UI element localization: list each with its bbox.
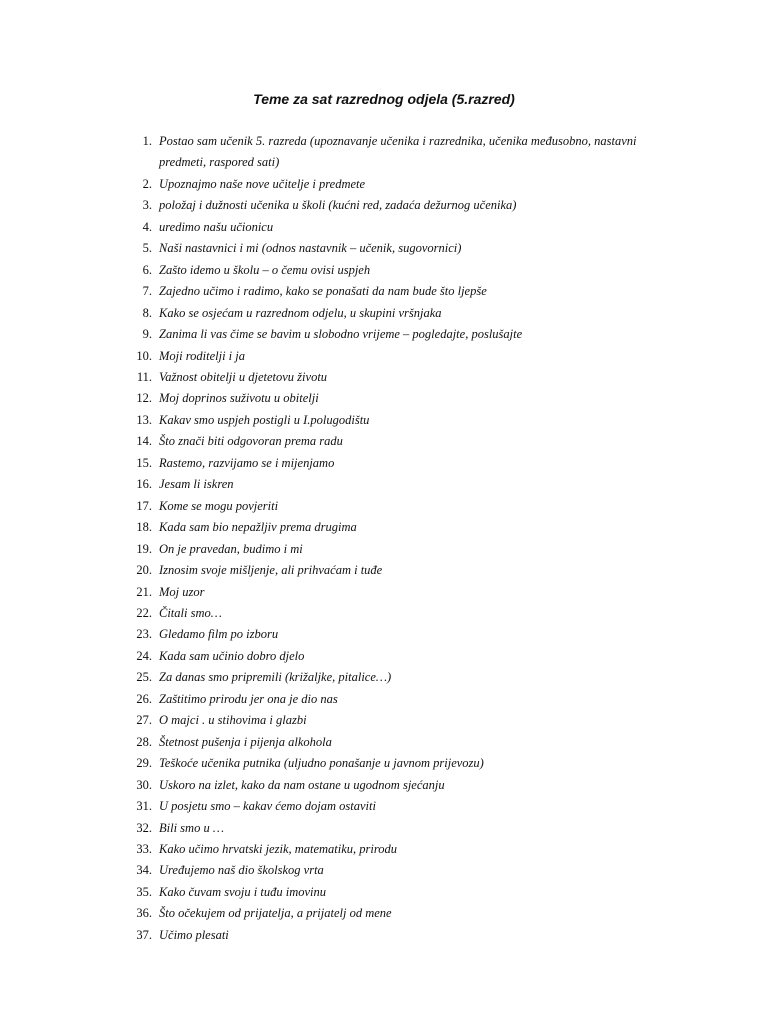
list-item [124,324,664,345]
topic-number: 27. [136,713,152,728]
topic-number: 32. [136,820,152,835]
list-item [124,582,664,603]
list-item [124,474,664,495]
topic-number: 21. [136,584,152,599]
topic-text: Zaštitimo prirodu jer ona je dio nas [159,691,338,706]
topic-number: 1. [142,134,152,148]
page-title: Teme za sat razrednog odjela (5.razred) [253,91,515,107]
topic-text: Jesam li iskren [159,477,234,492]
list-item [124,624,664,645]
topic-number: 22. [136,605,152,620]
topic-text: U posjetu smo – kakav ćemo dojam ostaviti [159,799,376,814]
topic-text: Upoznajmo naše nove učitelje i predmete [159,176,366,191]
list-item [124,839,664,860]
topic-text: Zajedno učimo i radimo, kako se ponašati da nam bude što ljepše [159,284,487,299]
topic-text: Kome se mogu povjeriti [159,498,279,513]
topic-text: Moj doprinos suživotu u obitelji [159,391,319,406]
topic-number: 3. [142,198,152,213]
topic-number: 29. [136,756,152,771]
topic-number: 7. [142,284,152,299]
topic-number: 23. [136,627,152,642]
topic-number: 13. [136,412,152,427]
topic-text: Iznosim svoje mišljenje, ali prihvaćam i tuđe [159,563,383,578]
topic-number: 25. [136,670,152,685]
list-item [124,431,664,452]
topic-text: Kakav smo uspjeh postigli u I.polugodištu [159,412,370,427]
topic-number: 9. [142,327,152,342]
topic-number: 10. [136,348,152,363]
topic-text: položaj i dužnosti učenika u školi (kućni red, zadaća dežurnog učenika) [159,198,517,213]
list-item [124,174,664,195]
topic-number: 19. [136,541,152,556]
topic-text: Kada sam učinio dobro djelo [159,648,305,663]
topic-text: Kako se osjećam u razrednom odjelu, u skupini vršnjaka [159,305,442,320]
topic-text: Učimo plesati [159,927,229,942]
topic-number: 11. [136,369,152,384]
topic-number: 8. [142,305,152,320]
topic-text: Važnost obitelji u djetetovu životu [159,369,328,384]
topic-text: Čitali smo… [159,605,222,620]
topic-text: Zanima li vas čime se bavim u slobodno vrijeme – pogledajte, poslušajte [159,327,523,342]
list-item [124,646,664,667]
topic-text: Postao sam učenik 5. razreda (upoznavanje učenika i razrednika, učenika međusobno, nastavni predmeti, raspored sati) [159,134,637,170]
topic-text: Bili smo u … [159,820,224,835]
topic-text: Štetnost pušenja i pijenja alkohola [159,734,332,749]
list-item [124,882,664,903]
topic-number: 24. [136,648,152,663]
topic-text: uredimo našu učionicu [159,219,274,234]
topic-text: Gledamo film po izboru [159,627,279,642]
list-item [124,753,664,774]
list-item [124,732,664,753]
list-item [124,367,664,388]
topic-number: 37. [136,927,152,942]
topic-text: On je pravedan, budimo i mi [159,541,303,556]
list-item [124,903,664,924]
topic-number: 5. [142,241,152,256]
list-item [124,195,664,216]
topic-number: 18. [136,520,152,535]
list-item [124,539,664,560]
topic-text: Kako čuvam svoju i tuđu imovinu [159,884,326,899]
topic-text: Što znači biti odgovoran prema radu [159,434,343,449]
topic-text: Rastemo, razvijamo se i mijenjamo [159,455,335,470]
topic-text: O majci . u stihovima i glazbi [159,713,307,728]
topic-number: 16. [136,477,152,492]
list-item [124,281,664,302]
list-item [124,689,664,710]
topic-number: 26. [136,691,152,706]
topic-number: 28. [136,734,152,749]
topic-text: Teškoće učenika putnika (uljudno ponašanje u javnom prijevozu) [159,756,484,771]
list-item [124,710,664,731]
topic-number: 6. [142,262,152,277]
list-item [124,217,664,238]
topic-number: 15. [136,455,152,470]
topic-number: 36. [136,906,152,921]
topic-number: 31. [136,799,152,814]
list-item [124,560,664,581]
topic-text: Za danas smo pripremili (križaljke, pitalice…) [159,670,392,685]
list-item [124,775,664,796]
topic-text: Moji roditelji i ja [159,348,245,363]
topic-text: Uskoro na izlet, kako da nam ostane u ugodnom sjećanju [159,777,445,792]
list-item [124,496,664,517]
topic-text: Naši nastavnici i mi (odnos nastavnik – učenik, sugovornici) [159,241,462,256]
topic-number: 20. [136,563,152,578]
topic-number: 14. [136,434,152,449]
topic-number: 35. [136,884,152,899]
topic-number: 2. [142,176,152,191]
list-item [124,603,664,624]
topic-number: 17. [136,498,152,513]
list-item [124,860,664,881]
list-item [124,925,664,946]
list-item [124,346,664,367]
list-item [124,453,664,474]
topic-number: 34. [136,863,152,878]
list-item [124,131,664,174]
list-item [124,260,664,281]
topic-text: Što očekujem od prijatelja, a prijatelj od mene [159,906,392,921]
list-item [124,796,664,817]
topic-number: 12. [136,391,152,406]
topic-text: Zašto idemo u školu – o čemu ovisi uspjeh [159,262,371,277]
topic-number: 30. [136,777,152,792]
list-item [124,388,664,409]
topic-list [124,131,664,946]
list-item [124,667,664,688]
list-item [124,238,664,259]
list-item [124,818,664,839]
list-item [124,303,664,324]
list-item [124,517,664,538]
topic-text: Kako učimo hrvatski jezik, matematiku, prirodu [159,841,398,856]
topic-number: 33. [136,841,152,856]
topic-text: Moj uzor [159,584,205,599]
topic-number: 4. [142,219,152,234]
topic-text: Kada sam bio nepažljiv prema drugima [159,520,357,535]
topic-text: Uređujemo naš dio školskog vrta [159,863,324,878]
list-item [124,410,664,431]
